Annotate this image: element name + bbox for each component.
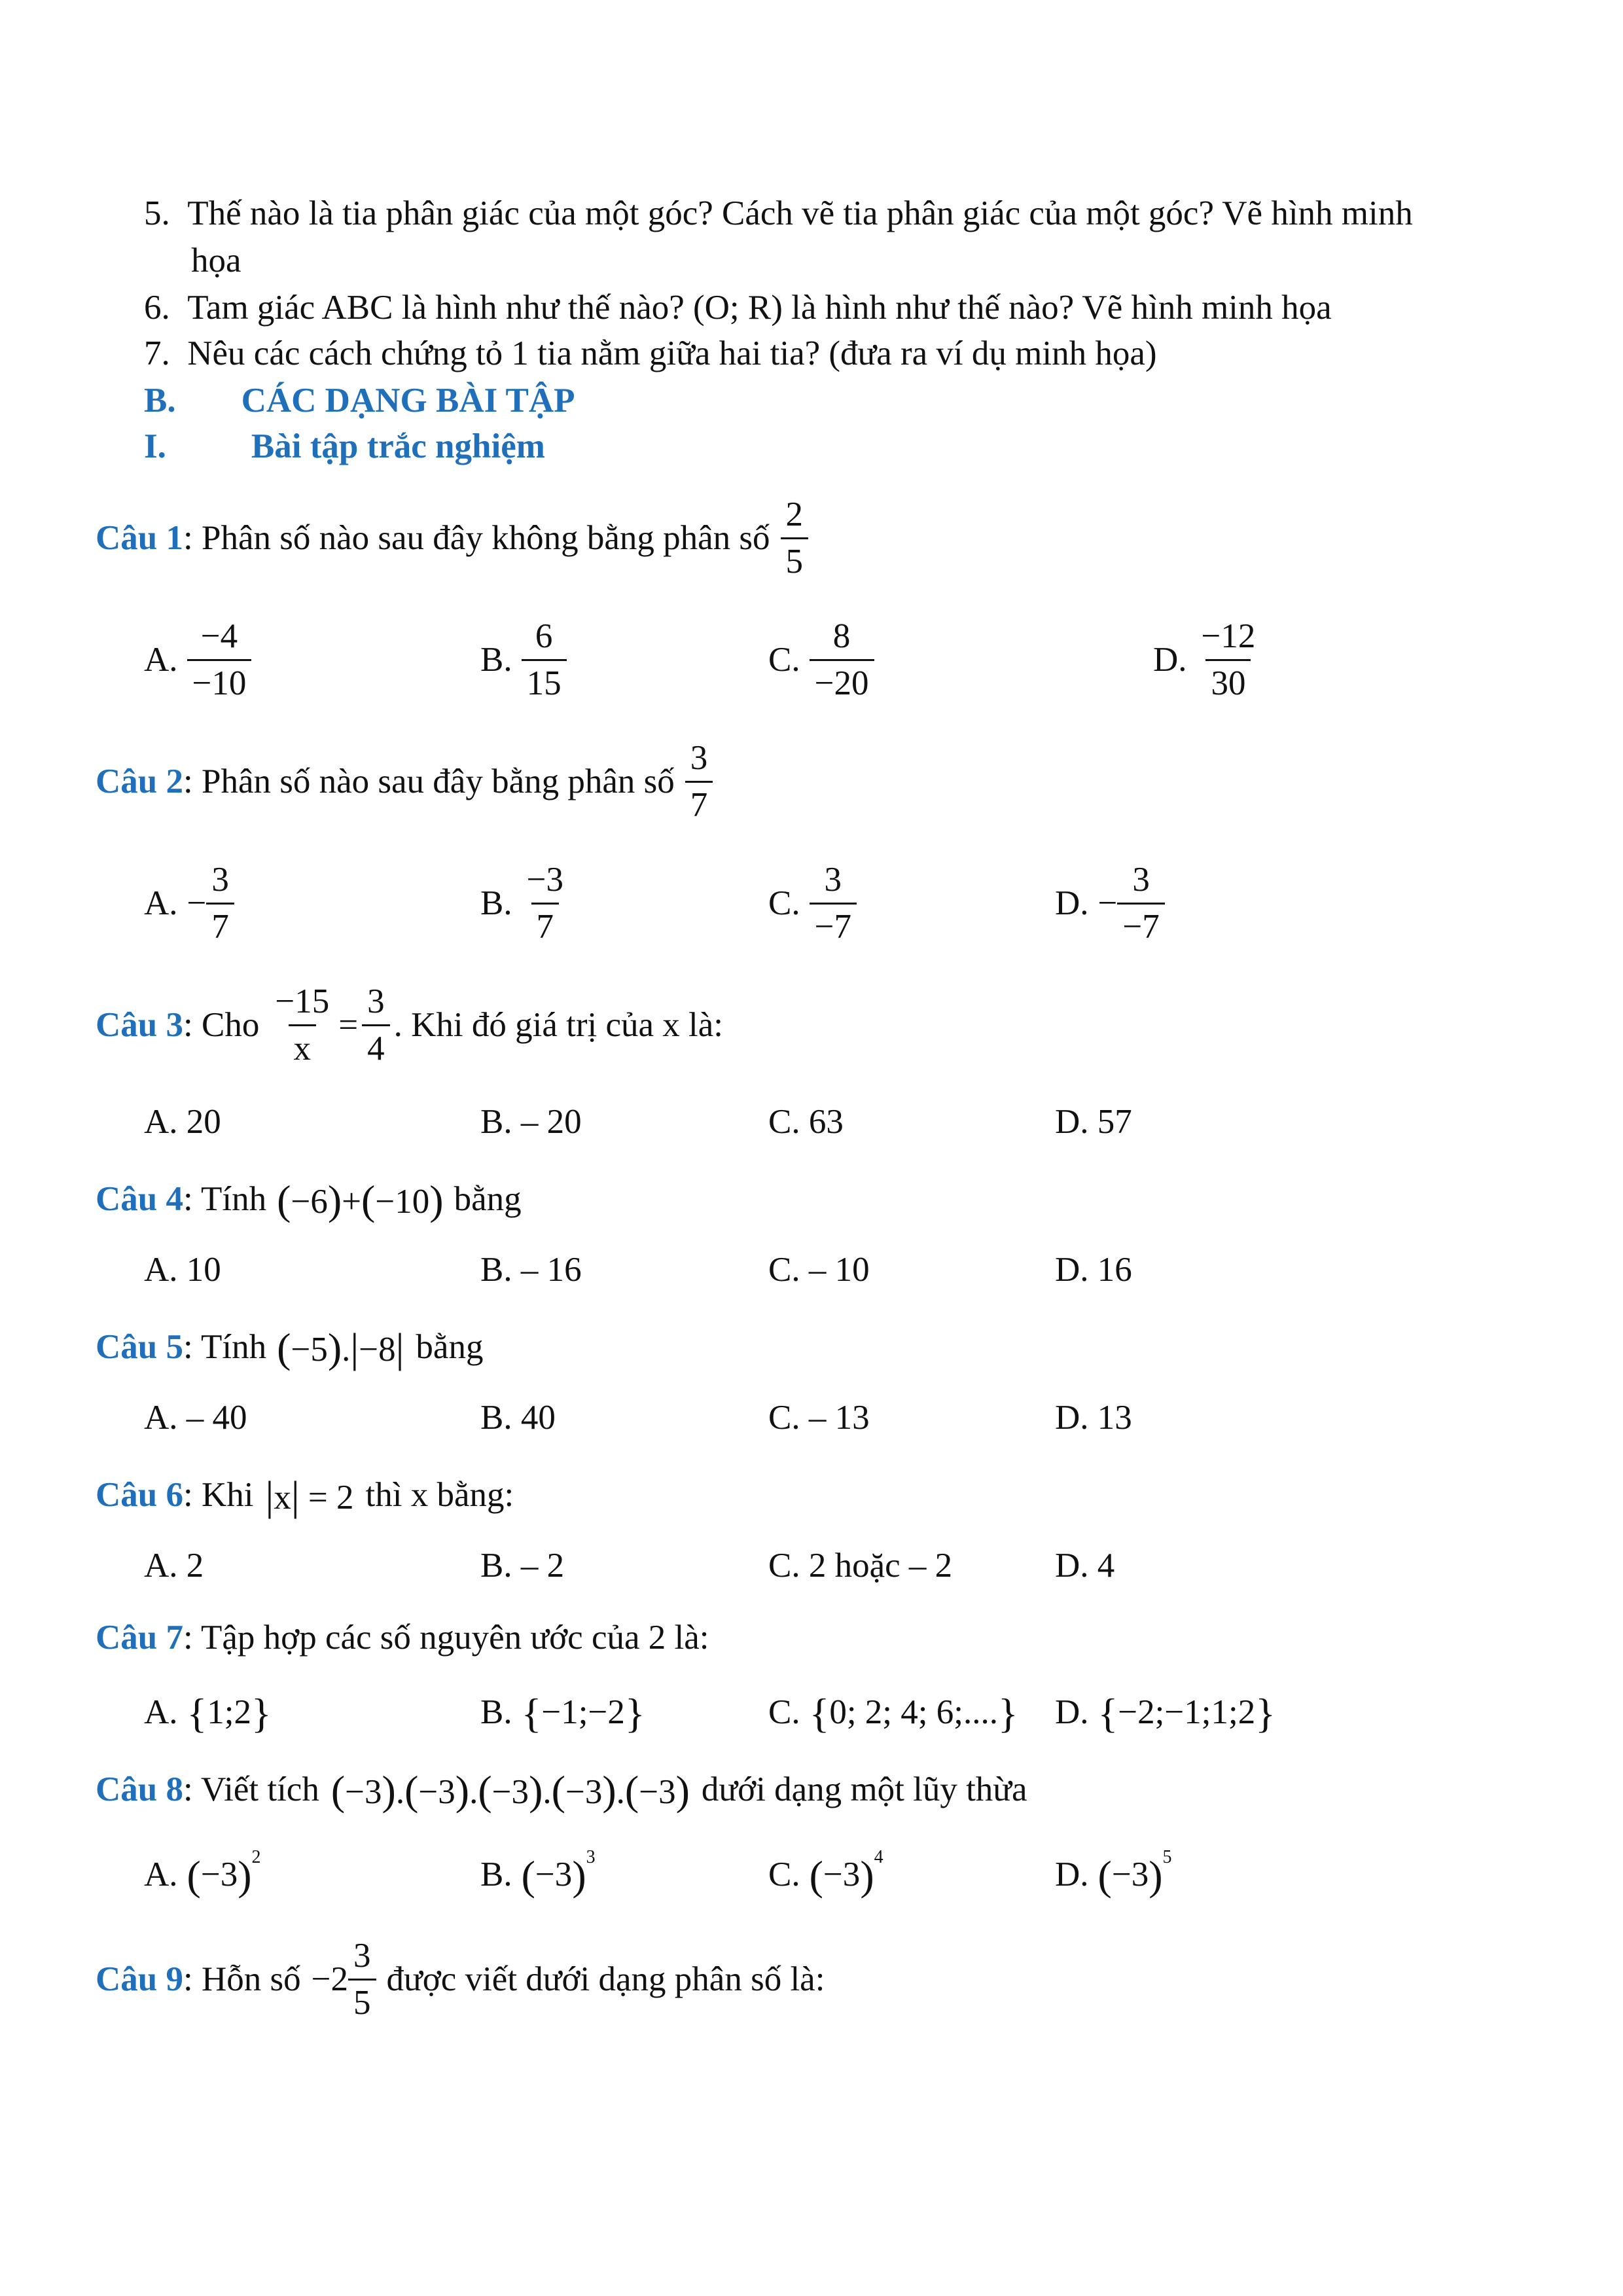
q8-option-d[interactable]: D. ( −3 ) $^5$ [1055, 1847, 1172, 1899]
question-label: Câu 2 [96, 762, 184, 800]
question-text: : Viết tích [183, 1770, 319, 1808]
q2-option-a[interactable]: A. − $\frac{3}{7}$ [144, 863, 238, 944]
q1-option-c[interactable]: C. $\frac{8}{-20}$ [768, 619, 878, 701]
question-1 [96, 497, 812, 579]
theory-item-5: 5. Thế nào là tia phân giác của một góc? Cách vẽ tia phân giác của một góc? Vẽ hình minh [144, 194, 1413, 232]
question-2 [96, 741, 717, 823]
product-expression: (−3).(−3).(−3).(−3).(−3) [330, 1767, 690, 1814]
q4-option-b[interactable]: B. – 16 [480, 1251, 582, 1289]
q5-option-c[interactable]: C. – 13 [768, 1399, 870, 1437]
question-8: Câu 8 : Viết tích (−3).(−3).(−3).(−3).(−3) dưới dạng một lũy thừa [96, 1767, 1027, 1814]
question-text: : Khi [183, 1475, 254, 1514]
question-text: : Hỗn số [183, 1960, 301, 1998]
question-label: Câu 7 [96, 1619, 184, 1657]
q3-option-b[interactable]: B. – 20 [480, 1103, 582, 1141]
question-fraction: $\frac{3}{7}$ [685, 741, 713, 823]
q6-option-d[interactable]: D. 4 [1055, 1547, 1115, 1585]
theory-item-7: 7. Nêu các cách chứng tỏ 1 tia nằm giữa hai tia? (đưa ra ví dụ minh họa) [144, 334, 1157, 372]
question-label: Câu 9 [96, 1960, 184, 1998]
q7-option-a[interactable]: A. { 1;2 } [144, 1690, 272, 1736]
expression: (−6)+(−10) [277, 1177, 444, 1223]
q3-option-d[interactable]: D. 57 [1055, 1103, 1132, 1141]
question-9: Câu 9 : Hỗn số −2 $\frac{3}{5}$ được viết dưới dạng phân số là: [96, 1937, 825, 2022]
q6-option-b[interactable]: B. – 2 [480, 1547, 565, 1585]
mixed-number: −2 $\frac{3}{5}$ [312, 1939, 380, 2020]
q7-option-c[interactable]: C. { 0; 2; 4; 6;.... } [768, 1690, 1018, 1736]
q2-option-c[interactable]: C. $\frac{3}{-7}$ [768, 863, 861, 944]
question-text: : Cho [183, 1006, 260, 1044]
question-text: : Phân số nào sau đây không bằng phân số [183, 519, 770, 557]
question-text: : Phân số nào sau đây bằng phân số [183, 762, 675, 800]
section-i-heading: I. Bài tập trắc nghiệm [144, 427, 545, 465]
question-label: Câu 8 [96, 1770, 184, 1808]
theory-item-6: 6. Tam giác ABC là hình như thế nào? (O; R) là hình như thế nào? Vẽ hình minh họa [144, 289, 1332, 327]
expression: (−5).|−8| [277, 1325, 404, 1371]
question-label: Câu 1 [96, 519, 184, 557]
theory-item-5-continuation: họa [191, 242, 241, 279]
q5-option-b[interactable]: B. 40 [480, 1399, 556, 1437]
question-text: : Tập hợp các số nguyên ước của 2 là: [183, 1619, 709, 1657]
question-7 [96, 1621, 709, 1655]
q3-option-a[interactable]: A. 20 [144, 1103, 221, 1141]
q8-option-b[interactable]: B. ( −3 ) $^3$ [480, 1847, 596, 1899]
question-label: Câu 3 [96, 1006, 184, 1044]
q7-option-b[interactable]: B. { −1;−2 } [480, 1690, 645, 1736]
q4-option-d[interactable]: D. 16 [1055, 1251, 1132, 1289]
q8-option-c[interactable]: C. ( −3 ) $^4$ [768, 1847, 883, 1899]
q6-option-a[interactable]: A. 2 [144, 1547, 204, 1585]
q1-option-b[interactable]: B. $\frac{6}{15}$ [480, 619, 571, 701]
question-3: Câu 3 : Cho $\frac{-15}{x}$ = $\frac{3}{4}$ . Khi đó giá trị của x là: [96, 982, 723, 1067]
question-label: Câu 5 [96, 1327, 184, 1366]
question-text: : Tính [183, 1327, 267, 1366]
question-label: Câu 4 [96, 1179, 184, 1218]
question-fraction: $\frac{2}{5}$ [781, 497, 809, 579]
question-4: Câu 4 : Tính (−6)+(−10) bằng [96, 1177, 522, 1223]
question-text: : Tính [183, 1179, 267, 1218]
q2-option-b[interactable]: B. $\frac{-3}{7}$ [480, 861, 563, 946]
q7-option-d[interactable]: D. { −2;−1;1;2 } [1055, 1690, 1275, 1736]
question-5: Câu 5 : Tính (−5).|−8| bằng [96, 1325, 484, 1371]
question-label: Câu 6 [96, 1475, 184, 1514]
expression: |x| = 2 [265, 1473, 354, 1519]
q4-option-a[interactable]: A. 10 [144, 1251, 221, 1289]
q8-option-a[interactable]: A. ( −3 ) $^2$ [144, 1847, 261, 1899]
q6-option-c[interactable]: C. 2 hoặc – 2 [768, 1547, 953, 1585]
q1-option-d[interactable]: D. $\frac{-12}{30}$ [1153, 617, 1256, 702]
q5-option-d[interactable]: D. 13 [1055, 1399, 1132, 1437]
q2-option-d[interactable]: D. − $\frac{3}{-7}$ [1055, 863, 1169, 944]
question-6: Câu 6 : Khi |x| = 2 thì x bằng: [96, 1473, 514, 1519]
section-b-heading: B. CÁC DẠNG BÀI TẬP [144, 382, 575, 420]
q4-option-c[interactable]: C. – 10 [768, 1251, 870, 1289]
q3-option-c[interactable]: C. 63 [768, 1103, 844, 1141]
q1-option-a[interactable]: A. $\frac{-4}{-10}$ [144, 619, 255, 701]
q5-option-a[interactable]: A. – 40 [144, 1399, 247, 1437]
